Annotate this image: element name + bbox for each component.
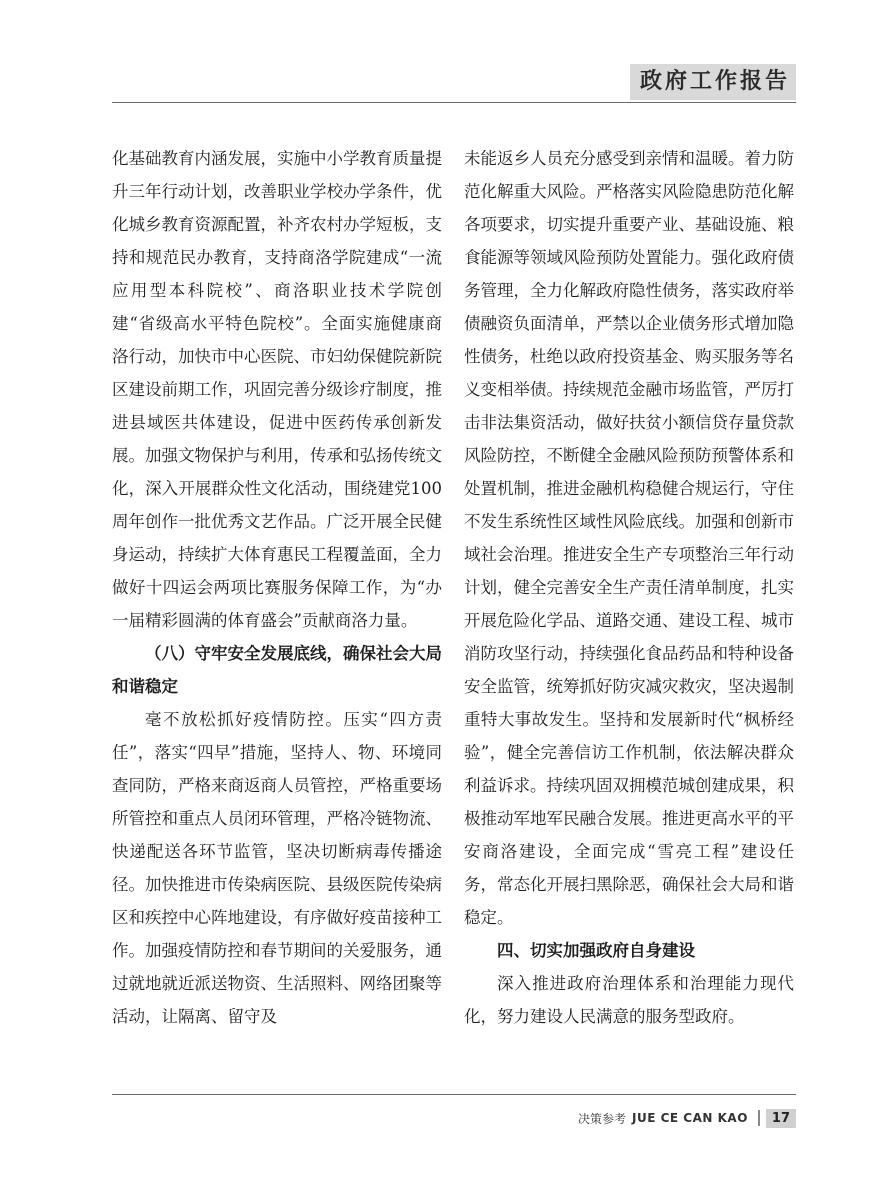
section-heading-safety: （八）守牢安全发展底线，确保社会大局和谐稳定 [112,644,442,696]
paragraph-epidemic-control: 毫不放松抓好疫情防控。压实“四方责任”，落实“四早”措施，坚持人、物、环境同查同防，严格来商返商人员管控，严格重要场所管控和重点人员闭环管理，严格冷链物流、快递配送各环节监管，坚决切断病毒传播途径。加快推进市传染病医院、县级医院传染病区和疾控中心阵地建设，有序做好疫苗接种工作。加强疫情防控和春节期间的关爱服务，通过就地就近派送物资、生活照料、网络团聚等活动，让隔离、留守及 [112,710,442,1026]
page-footer [578,1106,796,1130]
left-column [112,142,442,1033]
right-column [464,142,794,1033]
publication-name-en: JUE CE CAN KAO [632,1111,748,1125]
footer-divider [758,1110,760,1126]
running-header [112,64,796,104]
paragraph-governance: 深入推进政府治理体系和治理能力现代化，努力建设人民满意的服务型政府。 [464,974,794,1026]
publication-name-cn: 决策参考 [578,1111,627,1126]
section-heading-government: 四、切实加强政府自身建设 [497,941,695,960]
page-number: 17 [766,1109,796,1128]
paragraph-education-health: 化基础教育内涵发展，实施中小学教育质量提升三年行动计划，改善职业学校办学条件，优化城乡教育资源配置，补齐农村办学短板，支持和规范民办教育，支持商洛学院建成“一流应用型本科院校”、商洛职业技术学院创建“省级高水平特色院校”。全面实施健康商洛行动，加快市中心医院、市妇幼保健院新院区建设前期工作，巩固完善分级诊疗制度，推进县域医共体建设，促进中医药传承创新发展。加强文物保护与利用，传承和弘扬传统文化，深入开展群众性文化活动，围绕建党100周年创作一批优秀文艺作品。广泛开展全民健身运动，持续扩大体育惠民工程覆盖面，全力做好十四运会两项比赛服务保障工作，为“办一届精彩圆满的体育盛会”贡献商洛力量。 [112,149,442,630]
footer-rule [112,1094,796,1095]
section-title: 政府工作报告 [630,64,796,100]
header-rule [112,102,796,103]
paragraph-risk-prevention: 未能返乡人员充分感受到亲情和温暖。着力防范化解重大风险。严格落实风险隐患防范化解各项要求，切实提升重要产业、基础设施、粮食能源等领域风险预防处置能力。强化政府债务管理，全力化解政府隐性债务，落实政府举债融资负面清单，严禁以企业债务形式增加隐性债务，杜绝以政府投资基金、购买服务等名义变相举债。持续规范金融市场监管，严厉打击非法集资活动，做好扶贫小额信贷存量贷款风险防控，不断健全金融风险预防预警体系和处置机制，推进金融机构稳健合规运行，守住不发生系统性区域性风险底线。加强和创新市域社会治理。推进安全生产专项整治三年行动计划，健全完善安全生产责任清单制度，扎实开展危险化学品、道路交通、建设工程、城市消防攻坚行动，持续强化食品药品和特种设备安全监管，统筹抓好防灾减灾救灾，坚决遏制重特大事故发生。坚持和发展新时代“枫桥经验”，健全完善信访工作机制，依法解决群众利益诉求。持续巩固双拥模范城创建成果，积极推动军地军民融合发展。推进更高水平的平安商洛建设，全面完成“雪亮工程”建设任务，常态化开展扫黑除恶，确保社会大局和谐稳定。 [464,149,794,927]
